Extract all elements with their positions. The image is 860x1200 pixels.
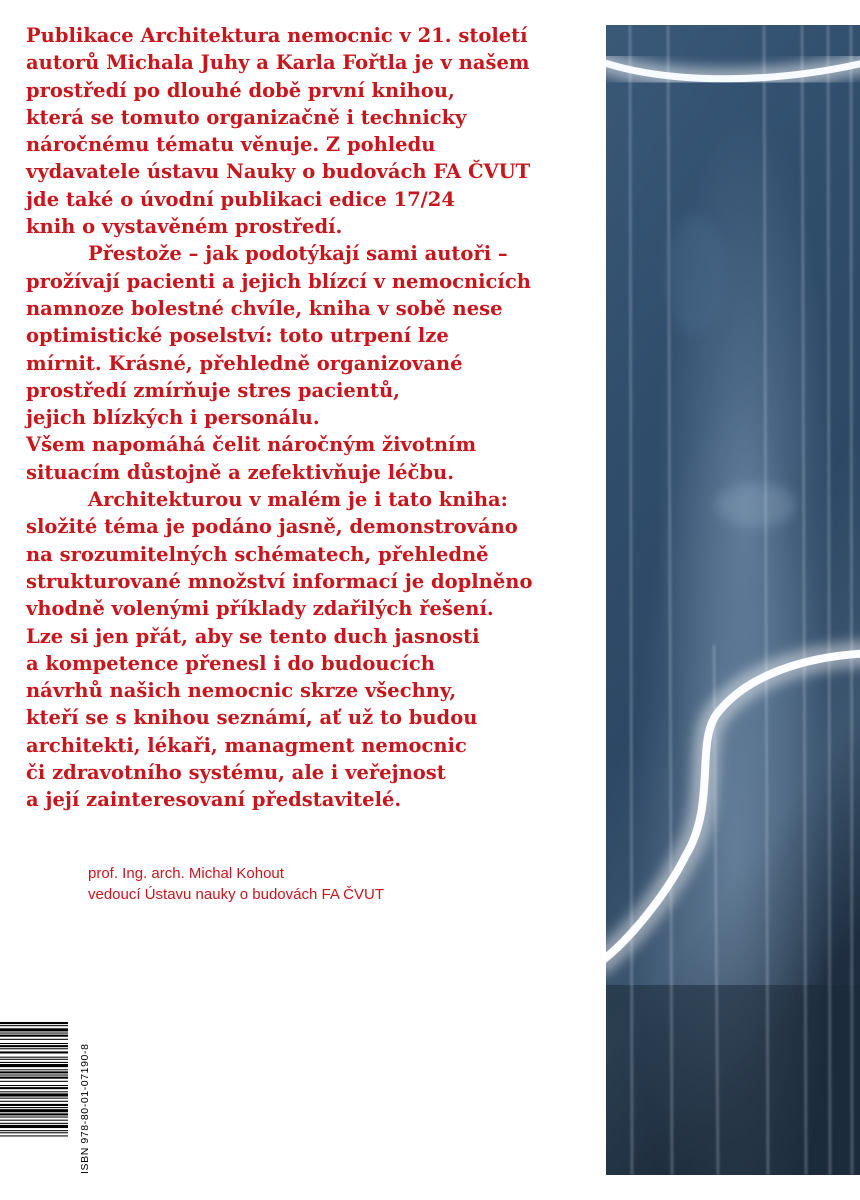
barcode-bar xyxy=(0,1087,68,1089)
text-line: optimistické poselství: toto utrpení lze xyxy=(26,324,449,348)
text-line: vhodně volenými příklady zdařilých řešení. xyxy=(26,597,494,621)
barcode-bar xyxy=(0,1125,68,1128)
cover-photo-light-fixture xyxy=(606,25,860,1175)
barcode-bar xyxy=(0,1123,68,1124)
text-line: jejich blízkých i personálu. xyxy=(26,406,320,430)
barcode-bar xyxy=(0,1033,68,1034)
barcode-bar xyxy=(0,1135,68,1136)
text-line: prožívají pacienti a jejich blízcí v nemocnicích xyxy=(26,269,531,293)
barcode-bar xyxy=(0,1059,68,1060)
text-line: prostředí zmírňuje stres pacientů, xyxy=(26,378,400,402)
barcode-bar xyxy=(0,1109,68,1112)
text-line: architekti, lékaři, managment nemocnic xyxy=(26,733,467,757)
barcode-bar xyxy=(0,1062,68,1063)
barcode-bar xyxy=(0,1025,68,1026)
text-line: kteří se s knihou seznámí, ať už to budou xyxy=(26,706,478,730)
isbn-label xyxy=(77,1022,93,1174)
barcode-bar xyxy=(0,1028,68,1031)
barcode-bar xyxy=(0,1075,68,1076)
barcode-bar xyxy=(0,1045,68,1047)
barcode-bar xyxy=(0,1039,68,1040)
text-line: na srozumitelných schématech, přehledně xyxy=(26,542,489,566)
barcode-bar xyxy=(0,1091,68,1092)
text-line: a kompetence přenesl i do budoucích xyxy=(26,651,435,675)
barcode-bar xyxy=(0,1057,68,1058)
barcode-bar xyxy=(0,1022,68,1024)
text-line: strukturované množství informací je doplněno xyxy=(26,569,533,593)
text-line: či zdravotního systému, ale i veřejnost xyxy=(26,761,446,785)
barcode-bar xyxy=(0,1035,68,1037)
barcode-bar xyxy=(0,1069,68,1070)
signature-role: vedoucí Ústavu nauky o budovách FA ČVUT xyxy=(88,886,384,903)
barcode-bar xyxy=(0,1081,68,1082)
text-line: Publikace Architektura nemocnic v 21. století xyxy=(26,24,528,47)
text-line: situacím důstojně a zefektivňuje léčbu. xyxy=(26,460,454,484)
barcode-bar xyxy=(0,1120,68,1121)
barcode-bar xyxy=(0,1101,68,1102)
barcode-bar xyxy=(0,1130,68,1131)
barcode-bar xyxy=(0,1077,68,1079)
barcode-bar xyxy=(0,1051,68,1053)
text-line: namnoze bolestné chvíle, kniha v sobě nese xyxy=(26,296,503,320)
back-cover-text xyxy=(26,22,586,814)
text-line: Architekturou v malém je i tato kniha: xyxy=(88,488,508,512)
barcode-bar xyxy=(0,1071,68,1073)
signature-name: prof. Ing. arch. Michal Kohout xyxy=(88,865,284,882)
barcode-bar xyxy=(0,1043,68,1044)
text-line: knih o vystavěném prostředí. xyxy=(26,215,343,239)
barcode-bar xyxy=(0,1117,68,1118)
text-line: jde také o úvodní publikaci edice 17/24 xyxy=(26,187,455,211)
signature-block xyxy=(88,863,384,905)
barcode-bar xyxy=(0,1098,68,1099)
barcode-bar xyxy=(0,1093,68,1096)
text-line: vydavatele ústavu Nauky o budovách FA ČVUT xyxy=(26,160,531,184)
text-line: a její zainteresovaní představitelé. xyxy=(26,788,402,812)
text-line: prostředí po dlouhé době první knihou, xyxy=(26,78,455,102)
barcode xyxy=(0,1022,68,1174)
text-line: Přestože – jak podotýkají sami autoři – xyxy=(88,242,508,266)
text-line: autorů Michala Juhy a Karla Fořtla je v našem xyxy=(26,51,530,75)
text-line: návrhů našich nemocnic skrze všechny, xyxy=(26,679,457,703)
barcode-bar xyxy=(0,1132,68,1133)
barcode-bar xyxy=(0,1107,68,1108)
isbn-text: ISBN 978-80-01-07190-8 xyxy=(79,1043,91,1174)
text-line: která se tomuto organizačně i technicky xyxy=(26,105,467,129)
barcode-bar xyxy=(0,1085,68,1086)
text-line: složité téma je podáno jasně, demonstrováno xyxy=(26,515,518,539)
barcode-bar xyxy=(0,1064,68,1067)
text-line: Lze si jen přát, aby se tento duch jasnosti xyxy=(26,624,480,648)
barcode-bar xyxy=(0,1048,68,1049)
text-line: mírnit. Krásné, přehledně organizované xyxy=(26,351,463,375)
text-line: Všem napomáhá čelit náročným životním xyxy=(26,433,477,457)
text-line: náročnému tématu věnuje. Z pohledu xyxy=(26,133,436,157)
barcode-bar xyxy=(0,1104,68,1106)
barcode-bar xyxy=(0,1113,68,1115)
